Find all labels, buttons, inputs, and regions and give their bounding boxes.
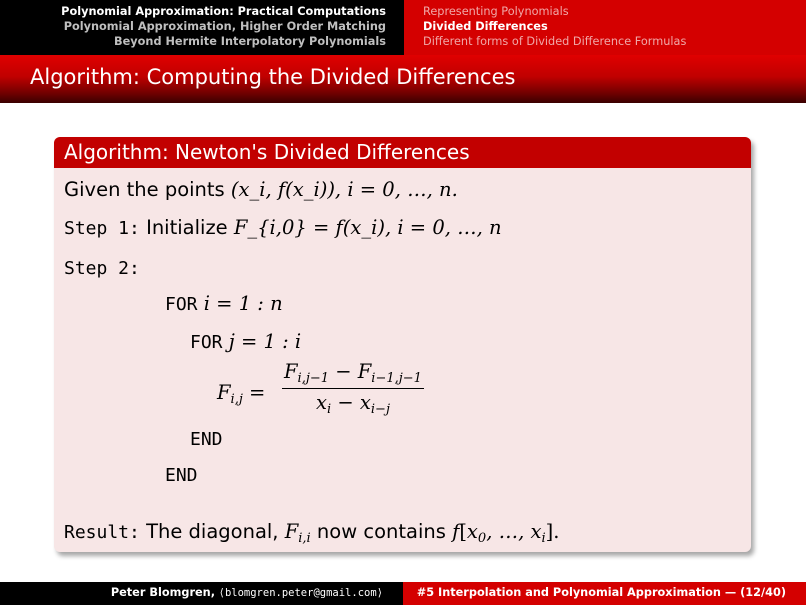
header-navigation [0,0,806,55]
result-label: Result: [64,522,140,543]
footer-author-name: Peter Blomgren, [110,586,216,599]
nav-section-practical-computations[interactable]: Polynomial Approximation: Practical Computations [61,5,386,18]
recurrence-lhs: $F_{i,j}$ = [217,381,266,407]
for-outer-range: i = 1 : n [203,292,283,315]
footer-lecture-info: #5 Interpolation and Polynomial Approximation — (12/40) [403,582,806,605]
section-navigation [0,0,404,55]
step2-label: Step 2: [64,258,140,279]
algorithm-block-title: Algorithm: Newton's Divided Differences [54,137,751,168]
for-outer-keyword: FOR [165,294,198,315]
algorithm-block [54,137,751,552]
recurrence-fraction [282,360,424,417]
end-inner-line [190,427,223,450]
footer-author-email: ⟨blomgren.peter@gmail.com⟩ [218,587,383,599]
for-outer-line [165,292,283,315]
result-divided-difference-math: $f[x_0$, …, $x_i$]. [452,520,560,546]
nav-section-beyond-hermite[interactable]: Beyond Hermite Interpolatory Polynomials [114,35,386,48]
step1-math: F_{i,0} = f(x_i), i = 0, …, n [233,216,502,239]
step2-line [64,256,140,279]
footer-author [0,582,403,605]
step1-text: Initialize [146,216,228,239]
for-inner-range: j = 1 : i [228,330,302,353]
given-prefix: Given the points [64,178,225,201]
end-outer-line [165,463,198,486]
subsection-navigation [404,0,806,55]
step1-label: Step 1: [64,218,140,239]
nav-subsection-representing-polynomials[interactable]: Representing Polynomials [423,5,569,18]
frame-title: Algorithm: Computing the Divided Differences [0,55,806,103]
nav-subsection-divided-differences[interactable]: Divided Differences [423,20,548,33]
nav-subsection-different-forms[interactable]: Different forms of Divided Difference Formulas [423,35,687,48]
given-points-line [64,178,458,201]
given-points-math: (x_i, f(x_i)), i = 0, …, n. [230,178,458,201]
for-inner-line [190,330,301,353]
end-outer-keyword: END [165,465,198,486]
result-text-2: now contains [316,520,446,543]
recurrence-denominator: $x_i - x_{i-j}$ [315,391,390,417]
footer [0,582,806,605]
step1-line [64,216,502,239]
result-line [64,520,559,546]
result-diagonal-math: $F_{i,i}$ [284,520,311,546]
for-inner-keyword: FOR [190,332,223,353]
result-text: The diagonal, [146,520,279,543]
end-inner-keyword: END [190,429,223,450]
nav-section-higher-order-matching[interactable]: Polynomial Approximation, Higher Order Matching [63,20,386,33]
recurrence-numerator: $F_{i,j-1} - F_{i-1,j-1}$ [282,360,424,389]
